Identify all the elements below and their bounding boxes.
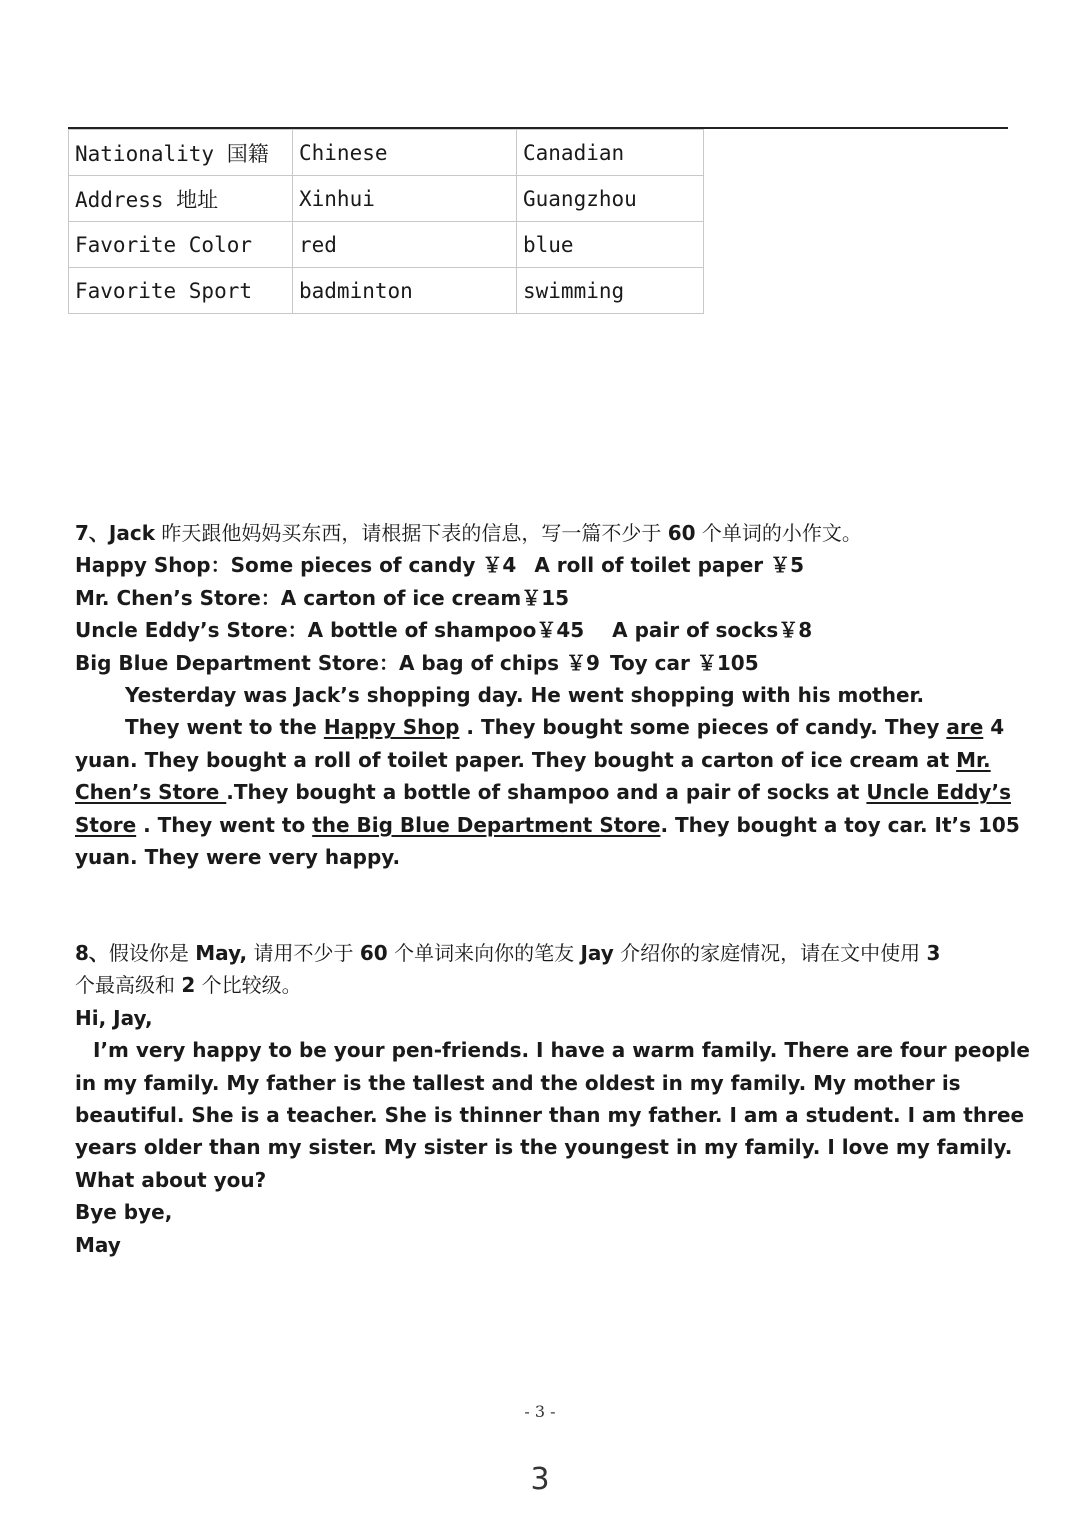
answer-line: [75, 776, 1010, 808]
answer-underlined: Store: [75, 812, 137, 837]
page-footer: - 3 -: [524, 1402, 556, 1421]
table-row: [69, 130, 704, 176]
store-uncle-eddy: [75, 614, 1010, 646]
table-cell: Favorite Color: [69, 222, 293, 268]
q7-prompt-text: 个单词的小作文。: [695, 521, 862, 545]
answer-text: .They bought a bottle of shampoo and a pair of socks at: [226, 780, 867, 805]
answer-text: 4: [983, 715, 1005, 740]
answer-underlined: Happy Shop: [323, 715, 460, 740]
table-cell: Nationality 国籍: [69, 130, 293, 176]
q8-prompt-text: 介绍你的家庭情况，请在文中使用: [613, 941, 927, 965]
store-item: A roll of toilet paper ￥5: [534, 553, 805, 578]
answer-underlined: Mr.: [956, 747, 991, 772]
page-number: 3: [530, 1462, 550, 1497]
q8-prompt: [75, 937, 1010, 969]
q8-prompt-text: 请用不少于: [247, 941, 360, 965]
q7-word-count: 60: [667, 521, 696, 545]
answer-text: . They bought a toy car. It’s 105: [660, 812, 1020, 837]
store-happy-shop: [75, 549, 1010, 581]
store-item: Toy car ￥105: [609, 650, 759, 675]
answer-underlined: Chen’s Store: [75, 780, 227, 805]
q8-prompt-text: 个单词来向你的笔友: [387, 941, 581, 965]
store-label: Big Blue Department Store：: [75, 650, 399, 675]
letter-greeting: Hi, Jay,: [75, 1005, 153, 1030]
table-cell: Xinhui: [293, 176, 517, 222]
info-table: [68, 129, 704, 314]
answer-text: They went to the: [125, 715, 324, 740]
store-label: Mr. Chen’s Store：: [75, 585, 281, 610]
table-cell: Guangzhou: [517, 176, 704, 222]
store-item: A bottle of shampoo￥45: [307, 618, 585, 643]
letter-line: beautiful. She is a teacher. She is thinner than my father. I am a student. I am three: [75, 1103, 1025, 1128]
q8-word-count: 60: [359, 941, 388, 965]
letter-line: I’m very happy to be your pen-friends. I have a warm family. There are four people: [93, 1038, 1030, 1063]
answer-text: . They went to: [136, 812, 313, 837]
store-label: Happy Shop：: [75, 553, 231, 578]
store-mr-chen: [75, 582, 1010, 614]
q8-count: 3: [926, 941, 941, 965]
table-cell: Address 地址: [69, 176, 293, 222]
store-item: A pair of socks￥8: [612, 618, 813, 643]
answer-line: yuan. They were very happy.: [75, 845, 401, 870]
answer-underlined: the Big Blue Department Store: [312, 812, 661, 837]
q8-number: 8、: [75, 941, 109, 965]
store-item: A bag of chips ￥9: [398, 650, 600, 675]
q8-prompt-text: 个最高级和: [75, 973, 182, 998]
answer-underlined: Uncle Eddy’s: [866, 780, 1011, 805]
answer-line: Yesterday was Jack’s shopping day. He went shopping with his mother.: [125, 683, 925, 708]
q7-name: Jack: [108, 521, 156, 545]
question-7: [75, 517, 1020, 873]
table-cell: blue: [517, 222, 704, 268]
question-8: [75, 937, 1030, 1261]
table-cell: swimming: [517, 268, 704, 314]
answer-text: yuan. They bought a roll of toilet paper. They bought a carton of ice cream at: [75, 747, 957, 772]
store-big-blue: [75, 647, 1010, 679]
store-item: A carton of ice cream￥15: [280, 585, 570, 610]
letter-line: What about you?: [75, 1167, 267, 1192]
answer-line: [75, 744, 1010, 776]
answer-line: [75, 809, 1020, 841]
q8-prompt-cont: [75, 969, 1010, 1001]
table-cell: badminton: [293, 268, 517, 314]
letter-closing: Bye bye,: [75, 1200, 173, 1225]
letter-signature: May: [75, 1232, 121, 1257]
letter-line: years older than my sister. My sister is the youngest in my family. I love my family.: [75, 1135, 1013, 1160]
q8-prompt-text: 假设你是: [108, 941, 196, 965]
table-row: [69, 176, 704, 222]
answer-line: [75, 711, 1010, 743]
q8-name: May,: [195, 941, 248, 965]
store-label: Uncle Eddy’s Store：: [75, 618, 308, 643]
q7-prompt-text: 昨天跟他妈妈买东西，请根据下表的信息，写一篇不少于: [155, 521, 668, 545]
table-cell: Canadian: [517, 130, 704, 176]
table-row: [69, 222, 704, 268]
letter-line: in my family. My father is the tallest and the oldest in my family. My mother is: [75, 1070, 961, 1095]
q8-count: 2: [181, 973, 196, 998]
q8-prompt-text: 个比较级。: [195, 973, 302, 998]
answer-text: . They bought some pieces of candy. They: [459, 715, 947, 740]
q7-prompt: [75, 517, 1010, 549]
table-cell: red: [293, 222, 517, 268]
q7-number: 7、: [75, 521, 109, 545]
table-row: [69, 268, 704, 314]
table-cell: Chinese: [293, 130, 517, 176]
store-item: Some pieces of candy ￥4: [230, 553, 517, 578]
answer-underlined: are: [946, 715, 984, 740]
q8-penfriend: Jay: [580, 941, 614, 965]
table-cell: Favorite Sport: [69, 268, 293, 314]
